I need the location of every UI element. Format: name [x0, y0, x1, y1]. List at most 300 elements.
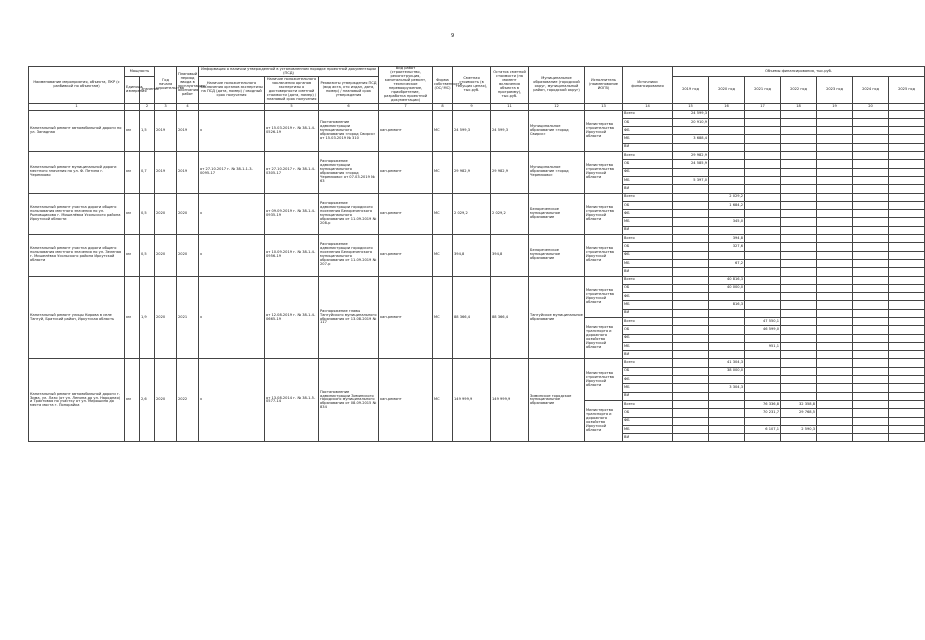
funding-value [673, 301, 709, 309]
column-number: 18 [781, 103, 817, 110]
funding-value: 24 585,9 [673, 160, 709, 168]
executor: Министерство строительства Иркутской области [585, 193, 623, 234]
funding-value [889, 110, 925, 118]
col-remainder: Остаток сметной стоимости (на момент включения объекта в программу), тыс.руб. [491, 67, 529, 104]
funding-value [889, 334, 925, 342]
column-number: 7 [379, 103, 433, 110]
estimate-cost: 29 982,9 [453, 152, 491, 193]
funding-value [889, 193, 925, 201]
work-type: кап.ремонт [379, 235, 433, 276]
funding-source: ВИ [623, 351, 673, 359]
funding-value [673, 210, 709, 218]
funding-value [853, 259, 889, 267]
funding-value [889, 359, 925, 367]
funding-value [853, 118, 889, 126]
funding-value [745, 152, 781, 160]
funding-value [745, 185, 781, 193]
funding-source: МБ [623, 259, 673, 267]
funding-source: ВИ [623, 226, 673, 234]
funding-value [817, 384, 853, 392]
funding-source: ОБ [623, 326, 673, 334]
funding-value: 41 304,3 [709, 359, 745, 367]
funding-value [673, 201, 709, 209]
remainder-cost: 2 029,2 [491, 193, 529, 234]
end-year: 2020 [177, 193, 199, 234]
funding-value [673, 251, 709, 259]
funding-value [853, 376, 889, 384]
funding-value [709, 127, 745, 135]
funding-value: 2 029,2 [709, 193, 745, 201]
funding-value [817, 201, 853, 209]
funding-value [889, 243, 925, 251]
funding-source: МБ [623, 342, 673, 350]
funding-value [853, 351, 889, 359]
work-type: кап.ремонт [379, 110, 433, 151]
funding-value [745, 193, 781, 201]
funding-value [673, 226, 709, 234]
funding-value [817, 243, 853, 251]
funding-value [781, 218, 817, 226]
col-ownership: Форма собственности (ОС/ МС) [433, 67, 453, 104]
funding-value [781, 243, 817, 251]
funding-value: 327,6 [709, 243, 745, 251]
funding-value [781, 193, 817, 201]
funding-value [889, 276, 925, 284]
funding-value [781, 318, 817, 326]
funding-value [709, 293, 745, 301]
funding-value [889, 143, 925, 151]
funding-value [673, 318, 709, 326]
funding-value [853, 309, 889, 317]
municipality: Белореченское муниципальное образование [529, 235, 585, 276]
funding-value [781, 293, 817, 301]
remainder-cost: 24 599,3 [491, 110, 529, 151]
ownership: МС [433, 359, 453, 442]
column-number: 20 [853, 103, 889, 110]
funding-source: МБ [623, 176, 673, 184]
funding-value [709, 268, 745, 276]
funding-source: ФБ [623, 334, 673, 342]
column-number: 5 [265, 103, 319, 110]
municipality: Муниципальное образование «город Черемхово» [529, 152, 585, 193]
funding-value [889, 176, 925, 184]
funding-value [889, 351, 925, 359]
funding-value [745, 235, 781, 243]
remainder-cost: 149 999,9 [491, 359, 529, 442]
funding-value [745, 376, 781, 384]
funding-value [781, 110, 817, 118]
funding-value [889, 152, 925, 160]
funding-value [745, 135, 781, 143]
funding-source: Всего [623, 193, 673, 201]
col-work-type: Вид работ (строительство, реконструкция, капитальный ремонт, техническое перевооружение, приобретение, разработка проектной документации) [379, 67, 433, 104]
column-number: 12 [529, 103, 585, 110]
funding-value [781, 176, 817, 184]
funding-value [889, 284, 925, 292]
col-unit: Единица измерения [125, 77, 140, 104]
funding-source: МБ [623, 384, 673, 392]
funding-value [709, 110, 745, 118]
funding-value [673, 400, 709, 408]
funding-value [853, 276, 889, 284]
funding-value [709, 226, 745, 234]
funding-value [817, 434, 853, 442]
ownership: МС [433, 235, 453, 276]
col-capacity: Мощность [125, 67, 155, 77]
funding-value [817, 284, 853, 292]
funding-value [889, 400, 925, 408]
start-year: 2020 [155, 235, 177, 276]
funding-value [889, 417, 925, 425]
funding-value [853, 218, 889, 226]
funding-value [673, 185, 709, 193]
funding-value [817, 251, 853, 259]
col-object: Наименование мероприятия, объекта, ПКР (с разбивкой по объектам) [29, 67, 125, 104]
executor: Министерство строительства Иркутской области [585, 276, 623, 317]
funding-value [853, 193, 889, 201]
funding-value [889, 135, 925, 143]
executor: Министерство строительства Иркутской области [585, 235, 623, 276]
column-number: 9 [453, 103, 491, 110]
funding-value [673, 334, 709, 342]
funding-value [781, 334, 817, 342]
funding-value [817, 376, 853, 384]
funding-value [817, 210, 853, 218]
funding-value [781, 235, 817, 243]
funding-value [781, 268, 817, 276]
funding-value [889, 235, 925, 243]
funding-value [781, 309, 817, 317]
start-year: 2019 [155, 152, 177, 193]
funding-value [853, 425, 889, 433]
funding-value [853, 384, 889, 392]
col-approval: Реквизиты утверждения ПСД (вид акта, кто издал, дата, номер) / плановый срок утверждения [319, 77, 379, 104]
funding-value [889, 434, 925, 442]
funding-value [889, 326, 925, 334]
year-header: 2021 год [745, 77, 781, 104]
funding-source: МБ [623, 301, 673, 309]
year-header: 2020 год [709, 77, 745, 104]
capacity-value: 0,5 [140, 193, 155, 234]
funding-value [889, 384, 925, 392]
funding-value [709, 376, 745, 384]
work-type: кап.ремонт [379, 152, 433, 193]
approval-details: Распоряжение администрации городского поселения Белореченского муниципального образования от 11.09.2019 № 207-р [319, 235, 379, 276]
funding-value [709, 425, 745, 433]
funding-source: ВИ [623, 143, 673, 151]
funding-source: ВИ [623, 185, 673, 193]
expertise-conclusion: х [199, 235, 265, 276]
funding-value [745, 259, 781, 267]
funding-value [853, 359, 889, 367]
funding-value [673, 218, 709, 226]
funding-value [673, 193, 709, 201]
funding-value [817, 143, 853, 151]
funding-source: ВИ [623, 434, 673, 442]
remainder-cost: 394,8 [491, 235, 529, 276]
funding-source: Всего [623, 276, 673, 284]
column-number [889, 103, 925, 110]
column-number: 14 [623, 103, 673, 110]
funding-value [673, 268, 709, 276]
executor: Министерство строительства Иркутской области [585, 110, 623, 151]
funding-value [781, 143, 817, 151]
funding-value [853, 135, 889, 143]
funding-value [745, 284, 781, 292]
funding-source: ОБ [623, 284, 673, 292]
funding-value [709, 400, 745, 408]
end-year: 2022 [177, 359, 199, 442]
funding-value [709, 185, 745, 193]
funding-value [781, 376, 817, 384]
funding-value [745, 201, 781, 209]
funding-source: ФБ [623, 210, 673, 218]
estimate-cost: 2 029,2 [453, 193, 491, 234]
col-exam: Наличие положительного заключения органов экспертизы на ПСД (дата, номер) / сводный срок получения [199, 77, 265, 104]
capacity-unit: км [125, 235, 140, 276]
funding-value [853, 284, 889, 292]
table-row [29, 110, 925, 118]
executor: Министерство строительства Иркутской области [585, 152, 623, 193]
year-header: 2023 год [817, 77, 853, 104]
reliability-conclusion: от 13.08.2014 г. № 38-1-5-0577-14 [265, 359, 319, 442]
expertise-conclusion: х [199, 193, 265, 234]
funding-value [673, 359, 709, 367]
funding-value [817, 226, 853, 234]
funding-value [817, 392, 853, 400]
funding-value [853, 243, 889, 251]
funding-value [889, 218, 925, 226]
funding-value [781, 160, 817, 168]
funding-source: ОБ [623, 118, 673, 126]
approval-details: Распоряжение главы Тангуйского муниципального образования от 13.08.2019 № 117 [319, 276, 379, 359]
funding-value [745, 251, 781, 259]
column-number: 11 [491, 103, 529, 110]
funding-value [781, 251, 817, 259]
funding-value [745, 334, 781, 342]
funding-source: Всего [623, 400, 673, 408]
funding-value [709, 168, 745, 176]
start-year: 2019 [155, 110, 177, 151]
funding-value [781, 152, 817, 160]
column-number [199, 103, 265, 110]
funding-value [889, 293, 925, 301]
funding-value [709, 309, 745, 317]
funding-table [28, 66, 925, 442]
reliability-conclusion: от 12.08.2019 г. № 38-1-4-0665-19 [265, 276, 319, 359]
funding-value [853, 268, 889, 276]
funding-value: 24 599,3 [673, 110, 709, 118]
funding-value [817, 268, 853, 276]
funding-value [745, 434, 781, 442]
funding-value: 394,8 [709, 235, 745, 243]
year-header: 2024 год [853, 77, 889, 104]
funding-source: ФБ [623, 376, 673, 384]
funding-value [673, 293, 709, 301]
funding-value [817, 367, 853, 375]
funding-value: 5 397,0 [673, 176, 709, 184]
capacity-unit: км [125, 276, 140, 359]
funding-value [745, 118, 781, 126]
col-executor: Исполнитель (наименование ИОГВ) [585, 67, 623, 104]
funding-source: ВИ [623, 309, 673, 317]
funding-source: Всего [623, 318, 673, 326]
capacity-unit: км [125, 359, 140, 442]
funding-value [817, 301, 853, 309]
funding-source: МБ [623, 218, 673, 226]
capacity-value: 1,9 [140, 276, 155, 359]
funding-value: 1 684,2 [709, 201, 745, 209]
reliability-conclusion: от 10.09.2019 г. № 38-1-4-0956-19 [265, 235, 319, 276]
funding-value [673, 259, 709, 267]
funding-value [889, 301, 925, 309]
funding-value [745, 218, 781, 226]
municipality: Зиминское городское муниципальное образование [529, 359, 585, 442]
approval-details: Распоряжение администрации городского поселения Белореченского муниципального образования от 11.09.2019 № 208-р [319, 193, 379, 234]
funding-value [817, 160, 853, 168]
funding-value [673, 243, 709, 251]
funding-value [709, 318, 745, 326]
ownership: МС [433, 276, 453, 359]
funding-value [853, 251, 889, 259]
funding-value: 6 107,1 [745, 425, 781, 433]
object-name: Капитальный ремонт участка дороги общего пользования местного значения по ул. Зеленая г. Мишелёвка Усольского района Иркутской области [29, 235, 125, 276]
funding-value [709, 409, 745, 417]
municipality: Тангуйское муниципальное образование [529, 276, 585, 359]
funding-value: 20 910,9 [673, 118, 709, 126]
funding-value [745, 243, 781, 251]
funding-value [709, 160, 745, 168]
end-year: 2019 [177, 152, 199, 193]
column-number: 3 [155, 103, 177, 110]
funding-value [817, 135, 853, 143]
funding-value [817, 193, 853, 201]
start-year: 2020 [155, 193, 177, 234]
column-number: 19 [817, 103, 853, 110]
municipality: Муниципальное образование «город Свирск» [529, 110, 585, 151]
funding-value [889, 160, 925, 168]
capacity-value: 2,6 [140, 359, 155, 442]
year-header: 2019 год [673, 77, 709, 104]
work-type: кап.ремонт [379, 359, 433, 442]
funding-value [781, 384, 817, 392]
column-number: 15 [673, 103, 709, 110]
funding-value [745, 276, 781, 284]
funding-value [745, 384, 781, 392]
funding-value [817, 425, 853, 433]
funding-value: 40 816,3 [709, 276, 745, 284]
funding-source: Всего [623, 152, 673, 160]
funding-value [745, 392, 781, 400]
executor: Министерство транспорта и дорожного хозяйства Иркутской области [585, 318, 623, 359]
funding-value [709, 434, 745, 442]
column-number: 17 [745, 103, 781, 110]
funding-value [889, 226, 925, 234]
table-row [29, 152, 925, 160]
remainder-cost: 88 366,4 [491, 276, 529, 359]
funding-value [673, 342, 709, 350]
funding-value [817, 176, 853, 184]
funding-value [817, 259, 853, 267]
funding-value: 29 982,9 [673, 152, 709, 160]
funding-value [781, 118, 817, 126]
funding-value [853, 367, 889, 375]
funding-source: Всего [623, 359, 673, 367]
column-number: 16 [709, 103, 745, 110]
funding-value: 46 599,0 [745, 326, 781, 334]
funding-value [709, 176, 745, 184]
funding-value [817, 409, 853, 417]
funding-value [673, 376, 709, 384]
start-year: 2020 [155, 359, 177, 442]
capacity-unit: км [125, 193, 140, 234]
funding-value [889, 210, 925, 218]
estimate-cost: 88 366,4 [453, 276, 491, 359]
funding-source: ОБ [623, 201, 673, 209]
funding-value [673, 392, 709, 400]
funding-value [889, 268, 925, 276]
funding-value [673, 276, 709, 284]
funding-value [745, 127, 781, 135]
funding-value [889, 392, 925, 400]
funding-value: 3 304,3 [709, 384, 745, 392]
funding-source: Всего [623, 235, 673, 243]
funding-source: ФБ [623, 417, 673, 425]
col-planned-year: Плановый период ввода в эксплуатацию/ окончания работ [177, 67, 199, 104]
reliability-conclusion: от 15.03.2019 г. № 38-1-4-0526-19 [265, 110, 319, 151]
funding-value [781, 367, 817, 375]
funding-value [817, 110, 853, 118]
funding-value [889, 318, 925, 326]
funding-value: 2 590,3 [781, 425, 817, 433]
funding-value [889, 201, 925, 209]
estimate-cost: 149 999,9 [453, 359, 491, 442]
funding-value [817, 276, 853, 284]
funding-source: ФБ [623, 251, 673, 259]
object-name: Капитальный ремонт участка дороги общего пользования местного значения по ул. Рыновщикова г. Мишелёвка Усольского района Иркутской области [29, 193, 125, 234]
funding-value: 951,1 [745, 342, 781, 350]
funding-value [817, 342, 853, 350]
funding-value [673, 309, 709, 317]
capacity-value: 1,5 [140, 110, 155, 151]
funding-value [853, 185, 889, 193]
col-value: Значение [140, 77, 155, 104]
col-pd-info: Информация о наличии утвержденной в установленном порядке проектной документации (ПСД) [199, 67, 379, 77]
object-name: Капитальный ремонт автомобильной дороги по ул. Западная [29, 110, 125, 151]
funding-value [853, 400, 889, 408]
funding-value [781, 127, 817, 135]
funding-value [853, 143, 889, 151]
funding-value [709, 334, 745, 342]
funding-value [745, 351, 781, 359]
funding-value [889, 259, 925, 267]
funding-value [709, 143, 745, 151]
end-year: 2020 [177, 235, 199, 276]
funding-source: ОБ [623, 409, 673, 417]
funding-value [745, 301, 781, 309]
funding-value [853, 152, 889, 160]
funding-value [853, 434, 889, 442]
funding-value: 76 336,8 [745, 400, 781, 408]
funding-value [745, 367, 781, 375]
funding-value [781, 301, 817, 309]
funding-value [673, 425, 709, 433]
funding-value [853, 160, 889, 168]
capacity-value: 0,5 [140, 235, 155, 276]
funding-value [709, 392, 745, 400]
capacity-unit: км [125, 152, 140, 193]
funding-value [673, 434, 709, 442]
